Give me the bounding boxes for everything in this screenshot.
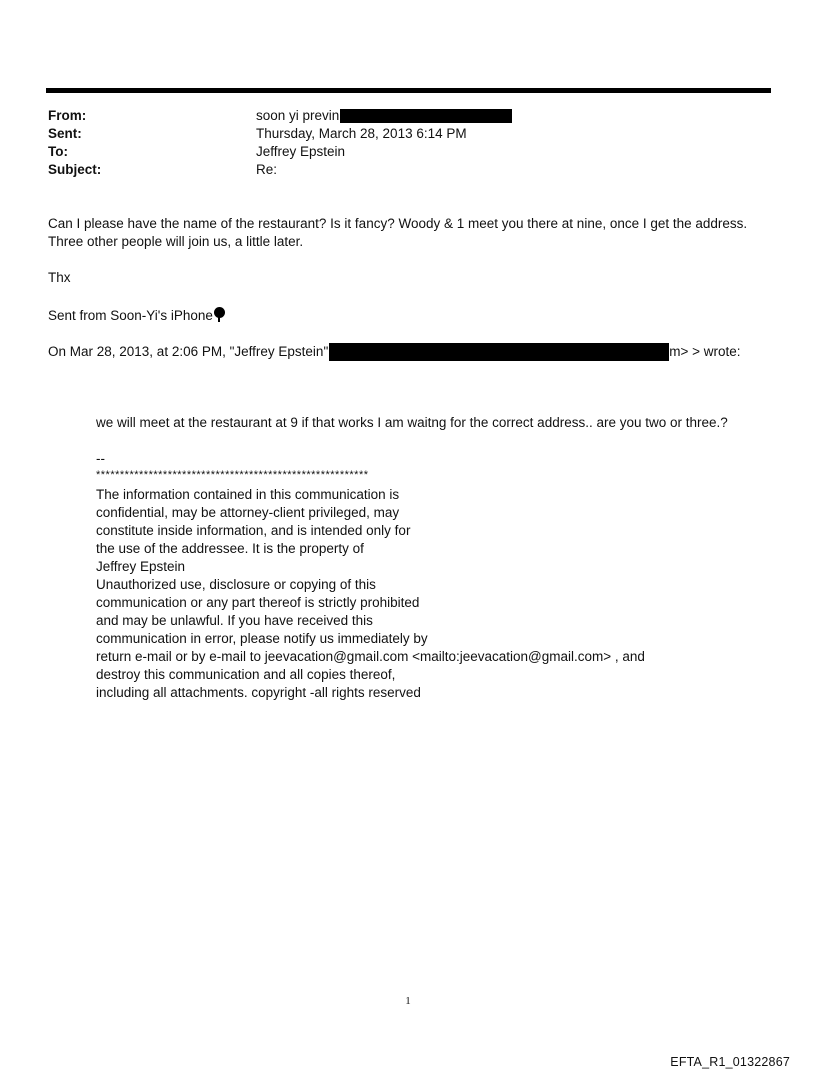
star-line: ********************************************************* (96, 469, 369, 481)
dash-separator: -- (96, 451, 105, 466)
to-label: To: (48, 144, 68, 159)
message-body (48, 215, 747, 251)
to-value: Jeffrey Epstein (256, 144, 346, 159)
disclaimer-line: and may be unlawful. If you have received this (96, 613, 373, 628)
thanks-text: Thx (48, 270, 71, 285)
thanks-line (48, 269, 71, 287)
message-line-1: Can I please have the name of the restaurant? Is it fancy? Woody & 1 meet you there at nine, once I get the address. (48, 216, 748, 231)
quoted-text (96, 414, 728, 432)
disclaimer-line: Unauthorized use, disclosure or copying of this (96, 577, 376, 592)
subject-label: Subject: (48, 162, 102, 177)
quote-intro-prefix: On Mar 28, 2013, at 2:06 PM, "Jeffrey Epstein" (48, 344, 329, 359)
quoted-message: we will meet at the restaurant at 9 if that works I am waitng for the correct address.. are you two or three.? (96, 415, 728, 430)
disclaimer (96, 486, 645, 702)
disclaimer-line: return e-mail or by e-mail to jeevacation@gmail.com <mailto:jeevacation@gmail.com> , and (96, 649, 645, 664)
signature-line (48, 307, 225, 325)
disclaimer-line: destroy this communication and all copies thereof, (96, 667, 396, 682)
disclaimer-line: communication in error, please notify us immediately by (96, 631, 428, 646)
from-value (256, 107, 512, 125)
from-label: From: (48, 108, 87, 123)
pin-icon (214, 307, 225, 322)
disclaimer-line: including all attachments. copyright -all rights reserved (96, 685, 421, 700)
page-number: 1 (405, 995, 411, 1007)
signature-text: Sent from Soon-Yi's iPhone (48, 308, 213, 323)
disclaimer-line: confidential, may be attorney-client privileged, may (96, 505, 400, 520)
from-name: soon yi previn (256, 108, 340, 123)
sent-value: Thursday, March 28, 2013 6:14 PM (256, 126, 467, 141)
document-id: EFTA_R1_01322867 (670, 1055, 790, 1069)
from-email-redaction (340, 109, 512, 123)
disclaimer-line: Jeffrey Epstein (96, 559, 186, 574)
disclaimer-line: communication or any part thereof is strictly prohibited (96, 595, 420, 610)
message-line-2: Three other people will join us, a little later. (48, 234, 304, 249)
sender-email-redaction (329, 343, 669, 361)
star-separator (96, 466, 369, 484)
subject-value: Re: (256, 162, 278, 177)
disclaimer-line: the use of the addressee. It is the property of (96, 541, 364, 556)
header-rule (46, 88, 771, 93)
disclaimer-line: The information contained in this communication is (96, 487, 400, 502)
quote-intro (48, 343, 741, 361)
sent-label: Sent: (48, 126, 82, 141)
quote-intro-suffix: m> > wrote: (669, 344, 741, 359)
disclaimer-line: constitute inside information, and is intended only for (96, 523, 411, 538)
